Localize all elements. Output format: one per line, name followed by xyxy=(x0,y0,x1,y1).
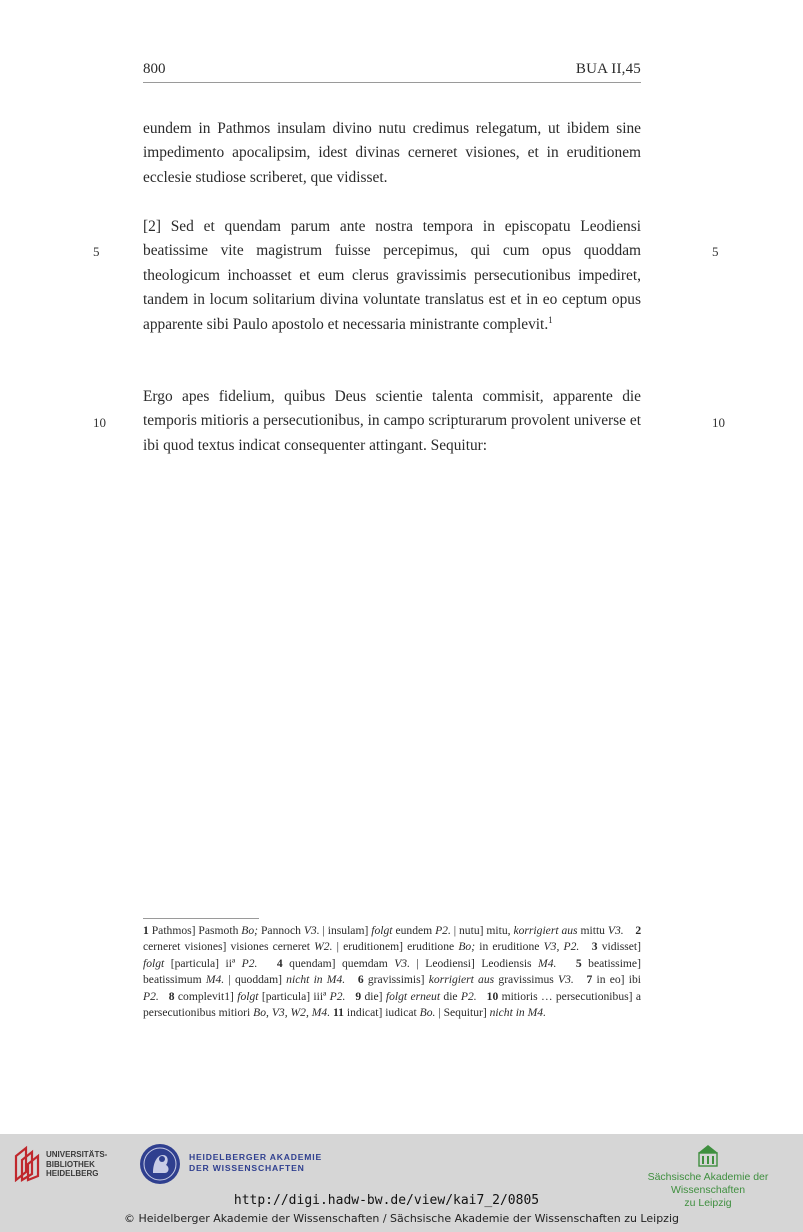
apparatus-entry: quendam] quemdam xyxy=(289,956,388,970)
footnote-divider xyxy=(143,918,259,919)
apparatus-remark: folgt erneut xyxy=(385,989,441,1003)
university-library-name: UNIVERSITÄTS- BIBLIOTHEK HEIDELBERG xyxy=(46,1150,108,1178)
running-header xyxy=(143,58,641,83)
footer-bar xyxy=(0,1134,803,1232)
apparatus-siglum: V3. xyxy=(607,924,624,937)
apparatus-entry: mitioris … persecutionibus] a persecutionibus mitiori xyxy=(143,989,641,1020)
apparatus-entry: cerneret visiones] visiones cerneret xyxy=(143,940,310,954)
apparatus-line-number: 3 xyxy=(591,940,598,954)
academy-seal-icon[interactable] xyxy=(139,1143,181,1185)
apparatus-remark: folgt xyxy=(237,989,259,1003)
apparatus-siglum: W2. xyxy=(314,940,333,954)
apparatus-siglum: P2. xyxy=(329,989,346,1003)
apparatus-remark: korrigiert aus xyxy=(428,973,495,987)
line-number-right: 5 xyxy=(712,244,719,259)
apparatus-line-number: 11 xyxy=(333,1006,344,1020)
apparatus-entry: die] xyxy=(364,989,383,1003)
apparatus-entry: indicat] iudicat xyxy=(346,1006,417,1020)
line-number-left: 10 xyxy=(93,415,106,430)
page-number: 800 xyxy=(143,61,166,77)
apparatus-remark: nicht in M4. xyxy=(286,973,346,987)
apparatus-siglum: Bo; xyxy=(458,940,476,954)
apparatus-entry: | eruditionem] eruditione xyxy=(336,940,455,954)
apparatus-entry: complevit1] xyxy=(177,989,234,1003)
line-number-right: 10 xyxy=(712,415,725,430)
apparatus-entry: in eo] ibi xyxy=(596,973,641,987)
apparatus-line-number: 9 xyxy=(355,989,362,1003)
text-paragraph: Ergo apes fidelium, quibus Deus scientie talenta commisit, apparente die temporis mitioris a persecutionibus, in campo scripturarum provolent universe et ibi quod textus indicat consequenter attingant. Sequitur: xyxy=(143,388,641,454)
apparatus-remark: korrigiert aus xyxy=(513,924,578,937)
apparatus-entry: eundem xyxy=(395,924,433,937)
saxon-academy-logo[interactable] xyxy=(697,1143,719,1167)
text-paragraph: eundem in Pathmos insulam divino nutu credimus relegatum, ut ibidem sine impedimento apocalipsim, idest divinas cerneret visiones, et in eruditionem ecclesie studiose scriberet, que vidisset. xyxy=(143,120,641,186)
apparatus-line-number: 8 xyxy=(168,989,175,1003)
apparatus-line-number: 6 xyxy=(357,973,364,987)
heidelberg-academy-name: HEIDELBERGER AKADEMIE DER WISSENSCHAFTEN xyxy=(189,1152,322,1173)
apparatus-siglum: P2. xyxy=(143,989,159,1003)
apparatus-siglum: P2. xyxy=(460,989,477,1003)
apparatus-line-number: 5 xyxy=(575,956,582,970)
apparatus-siglum: V3, P2. xyxy=(543,940,580,954)
apparatus-siglum: Bo. xyxy=(419,1006,436,1020)
apparatus-entry: | quoddam] xyxy=(228,973,282,987)
apparatus-entry: gravissimis] xyxy=(367,973,425,987)
line-number-left: 5 xyxy=(93,244,100,259)
apparatus-siglum: Bo; xyxy=(241,924,259,937)
apparatus-entry: | Sequitur] xyxy=(438,1006,487,1020)
copyright-notice: © Heidelberger Akademie der Wissenschaften / Sächsische Akademie der Wissenschaften zu Leipzig xyxy=(123,1212,679,1225)
apparatus-remark: folgt xyxy=(143,956,165,970)
running-reference: BUA II,45 xyxy=(575,61,641,77)
apparatus-entry: die xyxy=(443,989,458,1003)
apparatus-entry: vidisset] xyxy=(601,940,641,954)
apparatus-entry: in eruditione xyxy=(479,940,540,954)
apparatus-siglum: V3. xyxy=(394,956,410,970)
apparatus-line-number: 7 xyxy=(586,973,593,987)
apparatus-line-number: 4 xyxy=(276,956,283,970)
apparatus-entry: | Leodiensi] Leodiensis xyxy=(416,956,532,970)
apparatus-entry: Pannoch xyxy=(260,924,301,937)
apparatus-siglum: Bo, V3, W2, M4. xyxy=(253,1006,331,1020)
paragraph-text: [2] Sed et quendam parum ante nostra tempora in episcopatu Leodiensi beatissime vite magistrum fuisse percepimus, qui cum opus quoddam theologicum inchoasset et eum clerus gravissimis persecutionibus impediret, tandem in locum solitarium divina voluntate translatus est et in eo ceptum opus apparente sibi Paulo apostolo et necessaria ministrante complevit. xyxy=(143,218,641,333)
apparatus-entry: mittu xyxy=(580,924,605,937)
apparatus-entry: gravissimus xyxy=(498,973,554,987)
permalink-url[interactable]: http://digi.hadw-bw.de/view/kai7_2/0805 xyxy=(233,1193,540,1208)
apparatus-line-number: 2 xyxy=(635,924,642,937)
apparatus-siglum: P2. xyxy=(435,924,451,937)
apparatus-line-number: 1 xyxy=(143,924,149,937)
apparatus-entry: [particula] iiª xyxy=(170,956,236,970)
apparatus-siglum: V3. xyxy=(558,973,574,987)
apparatus-entry: beatissime] beatissimum xyxy=(143,956,641,987)
apparatus-entry: Pathmos] Pasmoth xyxy=(151,924,239,937)
apparatus-siglum: V3. xyxy=(303,924,320,937)
apparatus-siglum: M4. xyxy=(538,956,557,970)
apparatus-siglum: P2. xyxy=(241,956,258,970)
apparatus-siglum: M4. xyxy=(205,973,225,987)
university-library-logo[interactable] xyxy=(10,1144,44,1182)
critical-apparatus xyxy=(143,923,641,1021)
apparatus-remark: nicht in M4. xyxy=(489,1006,546,1020)
apparatus-line-number: 10 xyxy=(486,989,499,1003)
apparatus-remark: folgt xyxy=(371,924,393,937)
apparatus-entry: [particula] iiiª xyxy=(261,989,327,1003)
saxon-academy-name: Sächsische Akademie der Wissenschaften zu Leipzig xyxy=(647,1171,769,1209)
text-paragraph xyxy=(143,215,641,337)
apparatus-entry: | insulam] xyxy=(322,924,369,937)
apparatus-entry: | nutu] mitu, xyxy=(453,924,511,937)
footnote-reference[interactable]: 1 xyxy=(548,314,553,325)
